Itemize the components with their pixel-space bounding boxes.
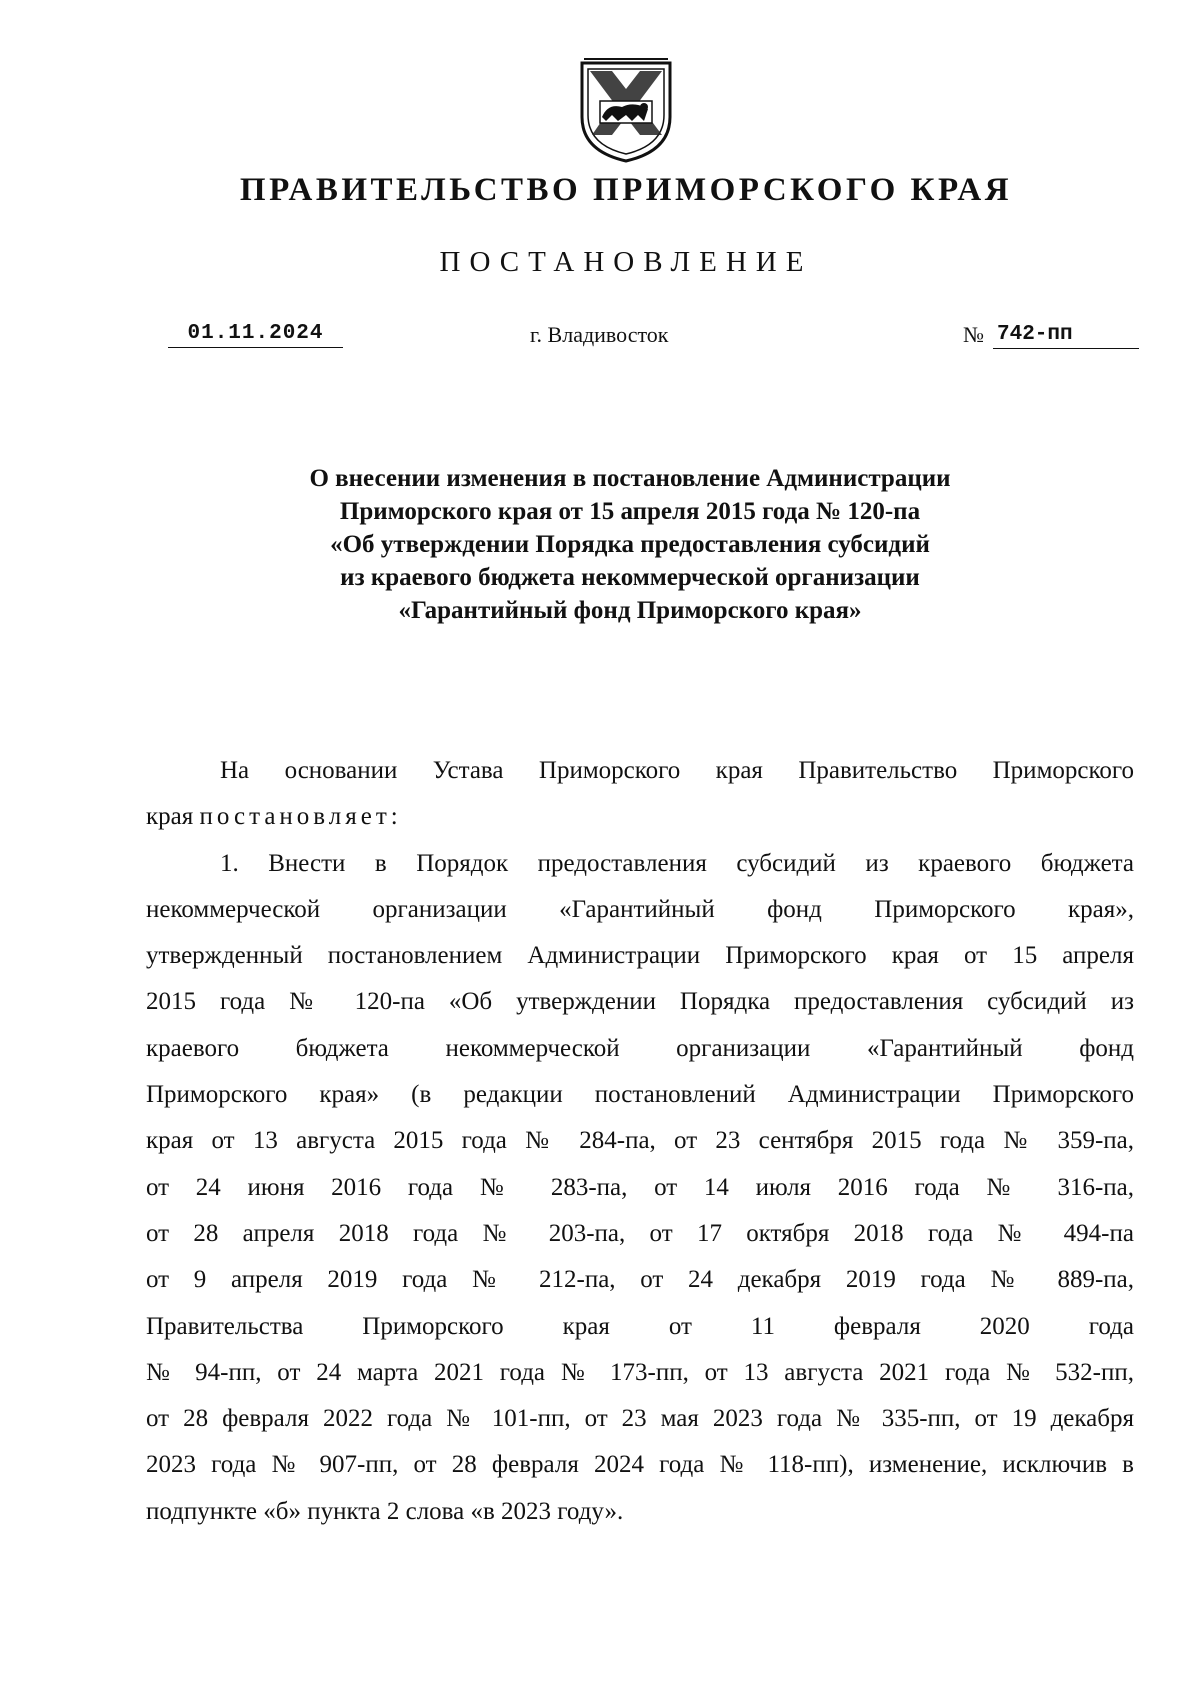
body-line: от 28 апреля 2018 года № 203-па, от 17 октября 2018 года № 494-па bbox=[146, 1219, 1134, 1247]
body-line: подпункте «б» пункта 2 слова «в 2023 году». bbox=[146, 1497, 624, 1525]
body-line: от 28 февраля 2022 года № 101-пп, от 23 мая 2023 года № 335-пп, от 19 декабря bbox=[146, 1405, 1134, 1433]
body-line: Правительства Приморского края от 11 февраля 2020 года bbox=[146, 1312, 1134, 1340]
title-line: «Об утверждении Порядка предоставления субсидий bbox=[330, 531, 930, 558]
body-line: № 94-пп, от 24 марта 2021 года № 173-пп, от 13 августа 2021 года № 532-пп, bbox=[146, 1358, 1134, 1386]
title-line: из краевого бюджета некоммерческой организации bbox=[340, 564, 920, 591]
body-line-resolution bbox=[146, 794, 1134, 840]
resolution-word: постановляет: bbox=[199, 803, 402, 831]
body-line: от 9 апреля 2019 года № 212-па, от 24 декабря 2019 года № 889-па, bbox=[146, 1266, 1134, 1294]
number-sign: № bbox=[963, 322, 984, 347]
body-line: 1. Внести в Порядок предоставления субсидий из краевого бюджета bbox=[220, 849, 1134, 877]
body-line: 2023 года № 907-пп, от 28 февраля 2024 года № 118-пп), изменение, исключив в bbox=[146, 1451, 1134, 1479]
document-type: ПОСТАНОВЛЕНИЕ bbox=[439, 246, 813, 278]
document-date: 01.11.2024 bbox=[168, 322, 343, 348]
body-line: от 24 июня 2016 года № 283-па, от 14 июля 2016 года № 316-па, bbox=[146, 1173, 1134, 1201]
document-city: г. Владивосток bbox=[530, 322, 669, 347]
document-body bbox=[146, 748, 1134, 1535]
body-line: Приморского края» (в редакции постановлений Администрации Приморского bbox=[146, 1081, 1134, 1109]
body-line: некоммерческой организации «Гарантийный фонд Приморского края», bbox=[146, 895, 1134, 923]
resolution-prefix: края bbox=[146, 803, 194, 831]
body-line: утвержденный постановлением Администрации Приморского края от 15 апреля bbox=[146, 942, 1134, 970]
body-line: На основании Устава Приморского края Правительство Приморского bbox=[220, 757, 1134, 784]
title-line: О внесении изменения в постановление Администрации bbox=[309, 465, 951, 492]
document-title bbox=[180, 462, 1080, 627]
document-number: 742-пп bbox=[993, 323, 1139, 349]
body-line: краевого бюджета некоммерческой организации «Гарантийный фонд bbox=[146, 1034, 1134, 1062]
organization-name: ПРАВИТЕЛЬСТВО ПРИМОРСКОГО КРАЯ bbox=[239, 172, 1013, 208]
title-line: «Гарантийный фонд Приморского края» bbox=[398, 597, 862, 624]
body-line: края от 13 августа 2015 года № 284-па, от 23 сентября 2015 года № 359-па, bbox=[146, 1127, 1134, 1155]
title-line: Приморского края от 15 апреля 2015 года № 120-па bbox=[339, 498, 921, 525]
body-line: 2015 года № 120-па «Об утверждении Порядка предоставления субсидий из bbox=[146, 988, 1134, 1016]
coat-of-arms-icon bbox=[578, 55, 674, 165]
